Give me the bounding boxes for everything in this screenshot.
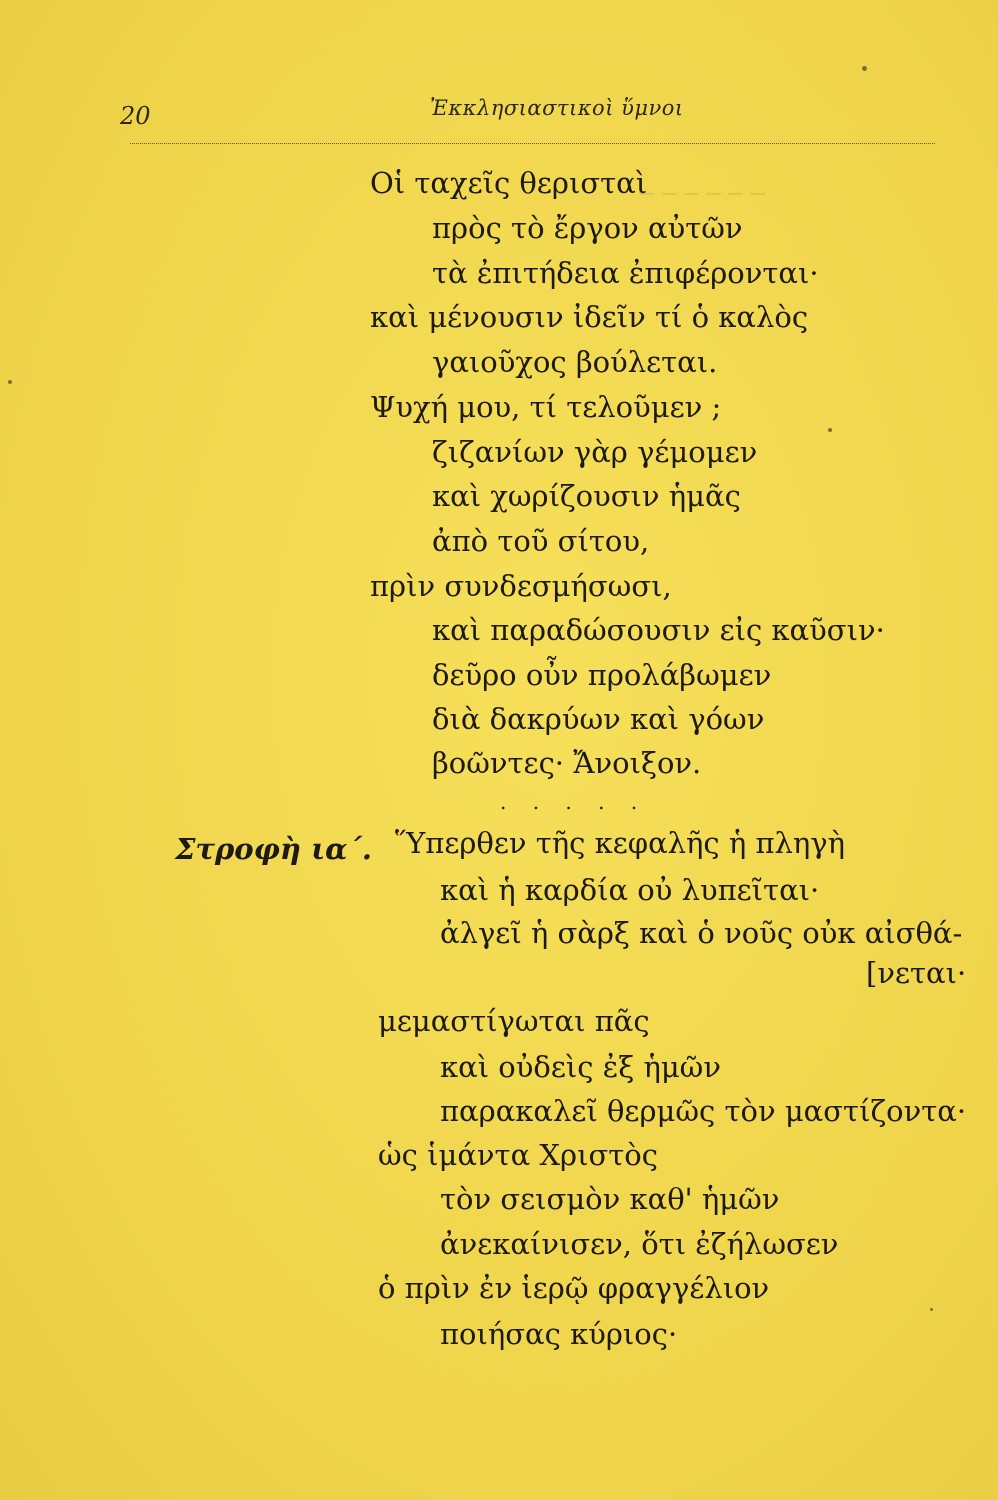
verse-line: παρακαλεῖ θερμῶς τὸν μαστίζοντα· — [440, 1094, 967, 1128]
verse-line: Ὕπερθεν τῆς κεφαλῆς ἡ πληγὴ — [395, 826, 845, 860]
verse-line: πρὸς τὸ ἔργον αὐτῶν — [432, 211, 743, 245]
verse-line: καὶ χωρίζουσιν ἡμᾶς — [432, 479, 741, 513]
ink-speck — [8, 380, 12, 384]
ink-speck — [828, 428, 832, 432]
bleed-through: ─ ─ ─ ─ ─ ─ — [640, 180, 765, 208]
verse-line: ἀνεκαίνισεν, ὅτι ἐζήλωσεν — [440, 1227, 839, 1261]
verse-line: γαιοῦχος βούλεται. — [432, 345, 718, 379]
verse-line: καὶ οὐδεὶς ἐξ ἡμῶν — [440, 1050, 721, 1084]
verse-line: βοῶντες· Ἄνοιξον. — [432, 746, 702, 780]
verse-line: ποιήσας κύριος· — [440, 1317, 678, 1351]
page-header — [0, 96, 998, 136]
verse-line: καὶ ἡ καρδία οὐ λυπεῖται· — [440, 873, 820, 907]
verse-line: ὡς ἱμάντα Χριστὸς — [378, 1138, 658, 1172]
verse-line: δεῦρο οὖν προλάβωμεν — [432, 658, 772, 692]
verse-line: πρὶν συνδεσμήσωσι, — [370, 569, 672, 603]
verse-line: ζιζανίων γὰρ γέμομεν — [432, 435, 758, 469]
verse-line-continuation: [νεται· — [866, 956, 967, 990]
ink-speck — [930, 1308, 933, 1311]
verse-line: τὸν σεισμὸν καθ' ἡμῶν — [440, 1182, 780, 1216]
verse-line: μεμαστίγωται πᾶς — [378, 1004, 650, 1038]
verse-line: ἀπὸ τοῦ σίτου, — [432, 524, 650, 558]
verse-line: ὁ πρὶν ἐν ἱερῷ φραγγέλιον — [378, 1271, 770, 1305]
ellipsis-separator: . . . . . — [500, 790, 648, 814]
verse-line: διὰ δακρύων καὶ γόων — [432, 702, 765, 736]
ink-speck — [862, 66, 867, 71]
page-number: 20 — [120, 102, 151, 130]
strophe-label: Στροφὴ ια΄. — [175, 832, 373, 866]
verse-line: ἀλγεῖ ἡ σὰρξ καὶ ὁ νοῦς οὐκ αἰσθά- — [440, 916, 963, 950]
verse-line: Ψυχή μου, τί τελοῦμεν ; — [370, 390, 722, 424]
verse-line: Οἱ ταχεῖς θερισταὶ — [370, 166, 648, 200]
verse-line: τὰ ἐπιτήδεια ἐπιφέρονται· — [432, 256, 819, 290]
verse-line: καὶ μένουσιν ἰδεῖν τί ὁ καλὸς — [370, 300, 809, 334]
running-head: Ἐκκλησιαστικοὶ ὕμνοι — [430, 96, 684, 120]
verse-line: καὶ παραδώσουσιν εἰς καῦσιν· — [432, 613, 885, 647]
header-rule — [130, 143, 935, 144]
